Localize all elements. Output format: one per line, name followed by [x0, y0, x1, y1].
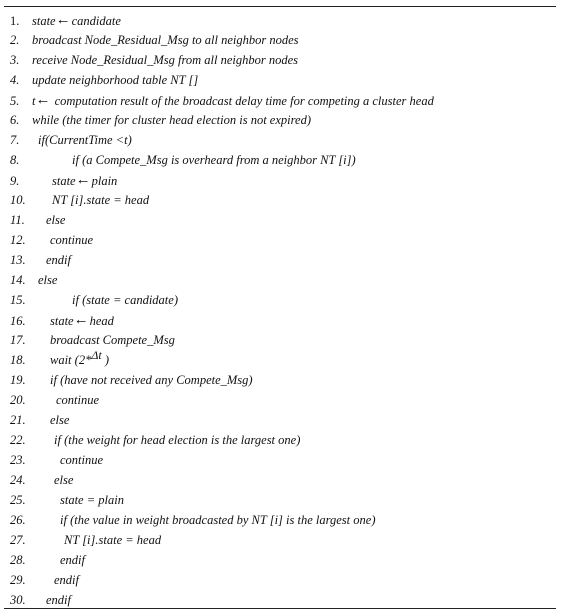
line-statement: [52, 193, 149, 207]
algorithm-line: [10, 450, 103, 470]
algorithm-line: [10, 510, 375, 530]
top-rule: [4, 6, 556, 7]
line-statement: [46, 213, 65, 227]
algorithm-line: [10, 90, 434, 110]
algorithm-line: [10, 110, 311, 130]
algorithm-line: [10, 170, 117, 190]
line-statement: [50, 373, 253, 387]
algorithm-line: [10, 270, 57, 290]
algorithm-line: [10, 70, 198, 90]
line-statement: [32, 73, 198, 87]
algorithm-line: [10, 30, 299, 50]
statement-text: if (the value in weight broadcasted by NT [i] is the largest one): [60, 513, 376, 527]
statement-text: else: [46, 213, 66, 227]
line-statement: [32, 33, 299, 47]
algorithm-line: [10, 250, 71, 270]
assign-arrow-icon: ←: [73, 312, 89, 328]
algorithm-listing: [4, 4, 556, 608]
line-number: 18.: [10, 353, 26, 367]
line-number: 27.: [10, 533, 26, 547]
delta-t-superscript: Δt: [91, 348, 102, 362]
line-statement: [50, 233, 93, 247]
line-statement: [46, 253, 71, 267]
line-number: 15.: [10, 293, 26, 307]
line-statement: [60, 493, 124, 507]
assign-arrow-icon: ←: [55, 12, 71, 28]
statement-text: endif: [46, 593, 71, 607]
line-number: 29.: [10, 573, 26, 587]
statement-text: while (the timer for cluster head election is not expired): [32, 113, 311, 127]
algorithm-line: [10, 130, 132, 150]
line-number: 24.: [10, 473, 26, 487]
line-statement: [56, 393, 99, 407]
line-number: 12.: [10, 233, 26, 247]
algorithm-line: [10, 330, 175, 350]
line-statement: [50, 314, 114, 328]
line-number: 10.: [10, 193, 26, 207]
line-number: 23.: [10, 453, 26, 467]
statement-text: else: [54, 473, 74, 487]
line-number: 25.: [10, 493, 26, 507]
algorithm-line: [10, 530, 161, 550]
line-number: 2.: [10, 33, 20, 47]
statement-text: else: [38, 273, 58, 287]
statement-text: else: [50, 413, 70, 427]
algorithm-line: [10, 390, 99, 410]
line-statement: [54, 473, 73, 487]
algorithm-line: [10, 550, 85, 570]
line-number: 22.: [10, 433, 26, 447]
statement-text: endif: [46, 253, 71, 267]
line-statement: [50, 333, 175, 347]
line-statement: [72, 153, 356, 167]
line-number: 13.: [10, 253, 26, 267]
statement-text: if (a Compete_Msg is overheard from a neighbor NT [i]): [72, 153, 356, 167]
algorithm-line: [10, 470, 73, 490]
algorithm-line: [10, 290, 178, 310]
line-statement: [38, 133, 132, 147]
algorithm-line: [10, 50, 298, 70]
line-number: 14.: [10, 273, 26, 287]
line-number: 30.: [10, 593, 26, 607]
statement-text: continue: [60, 453, 104, 467]
algorithm-line: [10, 10, 121, 30]
statement-text: state: [32, 14, 56, 28]
line-statement: [60, 513, 375, 527]
line-statement: [38, 273, 57, 287]
line-number: 4.: [10, 73, 20, 87]
statement-text: if (the weight for head election is the largest one): [54, 433, 301, 447]
algorithm-line: [10, 210, 65, 230]
algorithm-line: [10, 150, 356, 170]
assign-arrow-icon: ←: [75, 172, 91, 188]
algorithm-line: [10, 490, 124, 510]
statement-text: continue: [56, 393, 100, 407]
statement-text: continue: [50, 233, 94, 247]
line-statement: [60, 453, 103, 467]
statement-text: broadcast Node_Residual_Msg to all neighbor nodes: [32, 33, 299, 47]
statement-text: NT [i].state = head: [64, 533, 162, 547]
line-number: 28.: [10, 553, 26, 567]
line-number: 9.: [10, 174, 20, 188]
algorithm-line: [10, 190, 149, 210]
statement-text: candidate: [71, 14, 121, 28]
bottom-rule: [4, 608, 556, 609]
statement-text: receive Node_Residual_Msg from all neighbor nodes: [32, 53, 299, 67]
statement-text: if (state = candidate): [72, 293, 178, 307]
line-statement: [64, 533, 161, 547]
line-statement: [52, 174, 117, 188]
line-statement: [60, 553, 85, 567]
line-number: 8.: [10, 153, 20, 167]
line-number: 6.: [10, 113, 20, 127]
algorithm-line: [10, 410, 69, 430]
statement-text: state: [52, 174, 76, 188]
statement-text: if(CurrentTime <t): [38, 133, 132, 147]
statement-text: if (have not received any Compete_Msg): [50, 373, 253, 387]
line-statement: [50, 413, 69, 427]
algorithm-line: [10, 590, 71, 610]
line-number: 17.: [10, 333, 26, 347]
line-number: 21.: [10, 413, 26, 427]
line-number: 7.: [10, 133, 20, 147]
statement-text: plain: [91, 174, 118, 188]
line-number: 19.: [10, 373, 26, 387]
line-number: 5.: [10, 94, 20, 108]
statement-text: NT [i].state = head: [52, 193, 150, 207]
line-statement: [50, 348, 110, 367]
algorithm-line: [10, 570, 79, 590]
line-number: 26.: [10, 513, 26, 527]
line-number: 3.: [10, 53, 20, 67]
line-number: 16.: [10, 314, 26, 328]
statement-text: endif: [54, 573, 79, 587]
line-statement: [32, 53, 298, 67]
assign-arrow-icon: ←: [35, 92, 51, 108]
line-statement: [32, 94, 434, 108]
line-statement: [32, 113, 311, 127]
line-statement: [54, 433, 300, 447]
line-number: 11.: [10, 213, 25, 227]
statement-text: computation result of the broadcast delay time for competing a cluster head: [51, 94, 434, 108]
algorithm-line: [10, 310, 114, 330]
algorithm-line: [10, 370, 253, 390]
statement-text: head: [89, 314, 114, 328]
line-number: 1.: [10, 14, 20, 28]
statement-text: state = plain: [60, 493, 124, 507]
statement-text: state: [50, 314, 74, 328]
statement-text: update neighborhood table NT []: [32, 73, 199, 87]
algorithm-line: [10, 230, 93, 250]
algorithm-line: [10, 350, 109, 370]
statement-text: endif: [60, 553, 85, 567]
line-statement: [46, 593, 71, 607]
statement-text: wait (2*: [50, 353, 92, 367]
statement-text: broadcast Compete_Msg: [50, 333, 175, 347]
line-number: 20.: [10, 393, 26, 407]
line-statement: [32, 14, 121, 28]
statement-text: t: [32, 94, 36, 108]
line-statement: [54, 573, 79, 587]
algorithm-line: [10, 430, 300, 450]
line-statement: [72, 293, 178, 307]
statement-text: ): [101, 353, 110, 367]
